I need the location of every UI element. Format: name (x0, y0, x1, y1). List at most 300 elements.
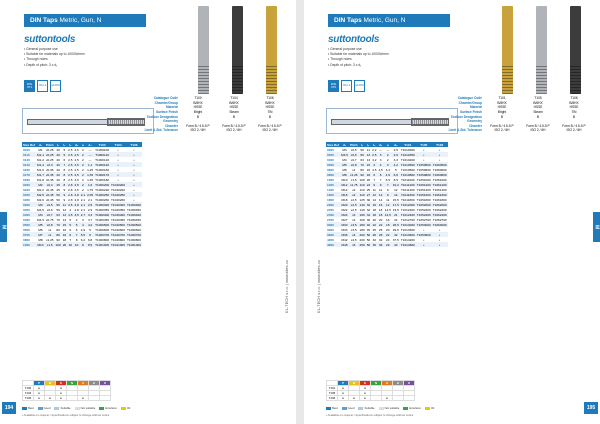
spec-value: ISO 2 / 6H (226, 128, 242, 133)
table-cell: T1060800 (126, 237, 141, 242)
table-cell: T1000700 (95, 232, 110, 237)
column-header: a (80, 142, 86, 147)
table-cell: x0,4 (46, 182, 53, 187)
table-cell: 1,25 (87, 167, 94, 172)
legend-label: Best (332, 406, 338, 410)
table-cell: M1 (38, 147, 43, 152)
matrix-cell (371, 396, 382, 401)
legend-item (22, 406, 34, 410)
matrix-cell: ● (56, 386, 67, 391)
spec-row (442, 114, 592, 119)
table-cell: • (126, 162, 142, 167)
table-cell: 2,5 (74, 147, 79, 152)
table-cell: 8 (63, 172, 66, 177)
table-cell: x3,5 (350, 222, 357, 227)
table-cell: 2,8 (68, 182, 73, 187)
matrix-header-cell: H (393, 381, 404, 386)
table-cell: M14 (341, 187, 348, 192)
spec-value: T100 (194, 96, 202, 101)
table-cell: 80 (360, 167, 364, 172)
spec-label: Toolbox Designation (146, 114, 178, 119)
table-cell: T1060700 (126, 232, 141, 237)
table-cell: x1,5 (350, 177, 357, 182)
table-cell: M33 (341, 227, 348, 232)
table-cell: M10 (37, 242, 44, 247)
spec-value: T105 (534, 96, 542, 101)
table-cell: 34 (366, 212, 371, 217)
spec-value: HSSE (265, 105, 275, 110)
table-cell: 3,5 (74, 212, 79, 217)
table-cell: T1000200 (95, 182, 110, 187)
table-cell: 2700 (327, 217, 334, 222)
matrix-header-cell: M (45, 381, 56, 386)
column-header: l₂ (367, 142, 370, 147)
spec-label: Limit & Std. Tolerance (144, 128, 178, 133)
table-cell: — (88, 147, 92, 152)
table-cell: 18 (378, 212, 383, 217)
table-cell: 28 (378, 232, 383, 237)
table-cell: 18 (384, 222, 392, 227)
table-row (326, 222, 448, 227)
table-cell: T1013000 (400, 222, 415, 227)
spec-value: B (268, 114, 272, 119)
matrix-header-cell: P (34, 381, 45, 386)
spec-value: HSSE (193, 105, 203, 110)
legend-swatch (358, 407, 363, 410)
table-cell: T1062000 (432, 202, 447, 207)
table-cell: T1051000 (416, 177, 431, 182)
table-cell: 2,5 (68, 157, 73, 162)
table-cell: 2,5 (68, 172, 73, 177)
page-gutter (296, 0, 304, 424)
table-cell: — (88, 157, 92, 162)
feature-list (328, 47, 389, 68)
table-cell: 140 (359, 202, 365, 207)
table-cell: M3,5 (341, 152, 348, 157)
table-cell: M6 (342, 167, 347, 172)
table-cell: T1010400 (400, 157, 415, 162)
spec-row (138, 101, 288, 106)
table-cell: 22 (378, 222, 383, 227)
table-cell: x4,5 (350, 237, 357, 242)
table-cell: 1,6 (87, 182, 93, 187)
section-tab: M (0, 212, 7, 242)
legend-item (38, 406, 51, 410)
feature-item: • Suitable for materials up to 1000N/mm² (328, 52, 390, 57)
table-cell: 160 (359, 217, 365, 222)
table-cell: 4 (69, 207, 72, 212)
table-cell: T1010800 (400, 172, 415, 177)
table-cell: T1061800 (432, 197, 447, 202)
table-cell: 6 (377, 172, 383, 177)
table-cell: 29,5 (392, 227, 399, 232)
table-cell: 25 (366, 187, 371, 192)
table-cell: T1040400 (111, 212, 125, 217)
table-cell: 56 (360, 152, 364, 157)
table-cell: 9 (371, 182, 377, 187)
column-header: d₂ (378, 142, 383, 147)
table-cell: 40 (56, 162, 60, 167)
column-header: T104 (110, 142, 126, 147)
spec-value: B/6HX (569, 100, 579, 105)
legend-label: Good (347, 406, 355, 410)
table-cell: x0,8 (46, 222, 53, 227)
spec-value: B/6HX (193, 100, 203, 105)
table-cell: T1000600 (95, 227, 110, 232)
matrix-cell: ● (34, 386, 45, 391)
side-contact-text: KL-TECH s.r.o. | www.kltec.cz (284, 260, 289, 314)
matrix-cell: T105 (327, 391, 338, 396)
spec-value: ISO 2 / 6H (530, 128, 546, 133)
table-cell: 56 (56, 207, 60, 212)
table-cell: 14,5 (384, 207, 391, 212)
legend-label: Emulsion (105, 406, 117, 410)
spec-row (442, 101, 592, 106)
table-cell: 6,2 (80, 237, 86, 242)
table-cell: 3,3 (87, 212, 93, 217)
table-cell: 1000 (327, 177, 334, 182)
table-cell: x1,25 (349, 172, 358, 177)
table-cell: 16 (62, 227, 67, 232)
table-cell: 11 (372, 187, 376, 192)
table-cell: x0,25 (45, 152, 54, 157)
table-cell: M3 (342, 147, 347, 152)
table-row (22, 212, 142, 217)
table-cell: 28 (372, 232, 377, 237)
table-cell: 2,8 (74, 202, 79, 207)
spec-label: Geometry (163, 119, 178, 124)
table-cell: 4,9 (80, 227, 86, 232)
table-cell: 2 (82, 147, 84, 152)
spec-value: HSSE (533, 105, 543, 110)
table-cell: 5 (89, 227, 91, 232)
table-cell: 0350 (326, 152, 340, 157)
feature-item: • Depth of pitch: 3 x d₁ (24, 62, 58, 67)
table-cell: • (117, 157, 119, 162)
table-cell: T1000800 (95, 237, 110, 242)
table-row (326, 162, 448, 167)
table-cell: T1051800 (416, 197, 431, 202)
table-cell: • (110, 162, 126, 167)
table-cell: 2,5 (74, 187, 79, 192)
table-cell: 100 (359, 177, 365, 182)
table-cell: 2,5 (68, 162, 73, 167)
table-cell: • (133, 187, 135, 192)
table-cell: T1052200 (416, 207, 431, 212)
spec-value: Steam (533, 110, 543, 115)
table-cell: 1800 (327, 197, 334, 202)
table-cell: T1000450 (95, 217, 110, 222)
matrix-cell: ● (338, 386, 349, 391)
spec-label: Material (165, 105, 178, 110)
table-row (326, 177, 448, 182)
table-cell: 2,5 (74, 162, 79, 167)
matrix-header-cell: O (404, 381, 415, 386)
legend-item (403, 406, 421, 410)
table-row (326, 232, 448, 237)
table-cell: 7 (73, 232, 79, 237)
spec-value: HSSE (569, 105, 579, 110)
table-cell: x3 (352, 217, 356, 222)
matrix-cell: ● (45, 396, 56, 401)
table-cell: 2 (80, 162, 86, 167)
thread-section (502, 66, 513, 94)
table-cell: 9 (386, 187, 389, 192)
standard-icon: DIN 371 (24, 80, 35, 92)
table-cell: • (423, 157, 425, 162)
standard-icon: ISO 2 (341, 80, 352, 92)
legend-item (54, 406, 70, 410)
table-cell: 18 (62, 237, 67, 242)
table-cell: 2,5 (393, 147, 398, 152)
tool-images (494, 6, 594, 94)
standard-icons (24, 80, 61, 92)
spec-value: Form B / 4.5-5 P (258, 123, 282, 128)
table-cell: 90 (360, 172, 364, 177)
table-cell: x1 (45, 232, 55, 237)
legend-swatch (425, 407, 430, 410)
table-cell: 45 (366, 227, 371, 232)
tap-tool-image (502, 6, 513, 94)
table-cell: M4 (342, 157, 347, 162)
table-cell: 10,2 (392, 182, 399, 187)
table-cell: 5 (63, 147, 66, 152)
table-cell: 27 (366, 192, 371, 197)
table-cell: 2000 (326, 202, 340, 207)
legend-item (342, 406, 355, 410)
table-cell: M1,6 (37, 167, 44, 172)
matrix-header-cell: K (56, 381, 67, 386)
table-cell: x0,45 (45, 197, 54, 202)
table-cell: T1040300 (111, 202, 125, 207)
matrix-cell: T106 (23, 396, 34, 401)
table-cell: 4200 (327, 237, 334, 242)
table-cell: M10 (341, 177, 348, 182)
feature-item: • Through holes (24, 57, 48, 62)
table-cell: x0,45 (45, 192, 54, 197)
table-cell: M42 (341, 237, 348, 242)
table-cell: 180 (359, 227, 365, 232)
column-header: a (384, 142, 392, 147)
table-cell: 0300 (22, 202, 36, 207)
table-cell: 2,1 (80, 197, 86, 202)
table-cell: T1040800 (111, 237, 125, 242)
table-cell: 2 (82, 187, 84, 192)
table-cell: 4800 (326, 242, 340, 247)
table-cell: 24 (386, 237, 390, 242)
table-cell: 12 (384, 202, 392, 207)
table-cell: 8 (63, 177, 66, 182)
legend-item (379, 406, 400, 410)
table-row (326, 217, 448, 222)
table-cell: T1000400 (95, 212, 110, 217)
tap-tool-image (570, 6, 581, 94)
column-header: l₃ (371, 142, 377, 147)
table-cell: 18 (372, 207, 377, 212)
table-cell: x0,7 (350, 157, 357, 162)
spec-value: B (572, 114, 576, 119)
table-cell: 6 (371, 172, 377, 177)
table-cell: x0,45 (45, 187, 54, 192)
table-cell: T1012700 (400, 217, 415, 222)
table-cell: 16 (386, 217, 390, 222)
table-cell: T1060800 (432, 172, 447, 177)
table-cell: 8,5 (87, 242, 93, 247)
table-cell: 7 (379, 177, 382, 182)
table-cell: 15 (366, 162, 371, 167)
table-cell: 3 (384, 162, 392, 167)
table-cell: x1,5 (46, 242, 53, 247)
table-cell: 2,8 (68, 192, 73, 197)
table-cell: 4,2 (87, 222, 93, 227)
table-row (326, 167, 448, 172)
matrix-cell: ● (56, 396, 67, 401)
table-cell: 3,4 (385, 167, 390, 172)
table-cell: 3 (379, 157, 382, 162)
table-row (326, 202, 448, 207)
table-cell: T1000140 (95, 162, 110, 167)
table-cell: 20 (372, 217, 377, 222)
table-cell: 8 (80, 242, 86, 247)
product-table (22, 142, 142, 247)
table-cell: 45 (56, 182, 60, 187)
table-cell: 2,5 (74, 157, 79, 162)
feature-list (24, 47, 85, 68)
column-header: d₃ (392, 142, 400, 147)
column-header: T106 (126, 142, 142, 147)
legend-item (75, 406, 96, 410)
table-cell: 15 (62, 222, 67, 227)
table-cell: 5 (67, 222, 73, 227)
table-cell: M5 (36, 222, 45, 227)
table-cell: T1011800 (400, 197, 415, 202)
spec-value: ISO 2 / 6H (190, 128, 206, 133)
legend-item (99, 406, 117, 410)
legend-swatch (121, 407, 126, 410)
matrix-cell: ● (34, 396, 45, 401)
table-cell: 0140 (22, 162, 36, 167)
table-cell: 6 (63, 157, 66, 162)
table-cell: 11 (62, 202, 67, 207)
material-matrix (326, 380, 415, 401)
table-cell: 2 (80, 152, 86, 157)
table-cell: 2,8 (68, 187, 73, 192)
matrix-cell: ● (360, 396, 371, 401)
spec-value: Bright (193, 110, 203, 115)
standard-icon: ≤1000 (354, 80, 365, 92)
table-cell: • (423, 147, 425, 152)
table-cell: M4 (36, 212, 45, 217)
brand-logo: suttontools (328, 34, 380, 45)
table-cell: M2,5 (37, 192, 44, 197)
table-cell: — (86, 152, 94, 157)
table-cell: 17,5 (392, 202, 399, 207)
table-cell: 160 (359, 212, 365, 217)
spec-value: ISO 2 / 6H (262, 128, 278, 133)
table-cell: 2,8 (68, 197, 73, 202)
spec-value: T106 (570, 96, 578, 101)
table-row (326, 187, 448, 192)
spec-label: Catalogue Code (457, 96, 482, 101)
table-cell: • (117, 177, 119, 182)
table-cell: M3 (36, 202, 45, 207)
table-cell: 20 (378, 217, 383, 222)
table-cell: 24 (394, 217, 398, 222)
table-cell: 30 (366, 197, 371, 202)
spec-value: B/6HX (533, 100, 543, 105)
table-cell: 50 (366, 232, 371, 237)
header-subtitle: Metric, Gun, N (361, 17, 406, 24)
table-cell: M30 (341, 222, 348, 227)
table-cell: 7 (373, 177, 376, 182)
spec-value: Form B / 4.5-5 P (526, 123, 550, 128)
table-cell: 0120 (23, 157, 30, 162)
column-header: T101 (400, 142, 416, 147)
legend-label: Oil (126, 406, 131, 410)
table-cell: x1 (352, 167, 356, 172)
table-cell: M2 (36, 182, 45, 187)
table-cell: 7 (63, 162, 66, 167)
matrix-cell: ● (56, 391, 67, 396)
spec-label: Surface Finish (460, 110, 482, 115)
table-cell: M1,8 (37, 177, 44, 182)
spec-row (442, 128, 592, 133)
table-cell: x0,35 (45, 172, 54, 177)
table-row (22, 237, 142, 242)
matrix-header-cell: K (360, 381, 371, 386)
spec-value: T101 (498, 96, 506, 101)
page-header (24, 14, 146, 27)
spec-value: TiN (267, 110, 273, 115)
table-row (22, 217, 142, 222)
header-title: DIN Taps (334, 17, 362, 24)
table-cell: T1014800 (400, 242, 415, 247)
matrix-cell: ● (338, 391, 349, 396)
table-cell: 1200 (326, 182, 340, 187)
table-cell: 0350 (23, 207, 30, 212)
table-cell: 56 (366, 242, 371, 247)
table-cell: 1,1 (87, 162, 93, 167)
spec-label: Geometry (467, 119, 482, 124)
table-cell: 6 (67, 232, 73, 237)
page-header (328, 14, 450, 27)
matrix-cell: T100 (23, 386, 34, 391)
table-cell: 0260 (23, 197, 30, 202)
page-number: 194 (2, 402, 16, 414)
table-cell: M2,2 (37, 187, 44, 192)
table-cell: 4 (377, 162, 383, 167)
table-row (326, 212, 448, 217)
column-header: Size Ref (23, 142, 36, 147)
table-cell: 0250 (22, 192, 36, 197)
table-cell: 110 (359, 192, 365, 197)
table-cell: T1001000 (95, 242, 110, 247)
table-cell: x0,75 (45, 217, 54, 222)
legend-swatch (342, 407, 347, 410)
table-cell: T1000300 (95, 202, 110, 207)
table-cell: M1,2 (37, 157, 44, 162)
material-matrix (22, 380, 111, 401)
table-cell: 2,5 (68, 177, 73, 182)
table-row (326, 197, 448, 202)
legend-swatch (99, 407, 104, 410)
table-cell: M3,5 (37, 207, 44, 212)
thread-section (266, 66, 277, 94)
matrix-cell (89, 396, 100, 401)
table-cell: T1000160 (95, 167, 110, 172)
table-cell: T1000500 (95, 222, 110, 227)
table-cell: 2,5 (74, 172, 79, 177)
